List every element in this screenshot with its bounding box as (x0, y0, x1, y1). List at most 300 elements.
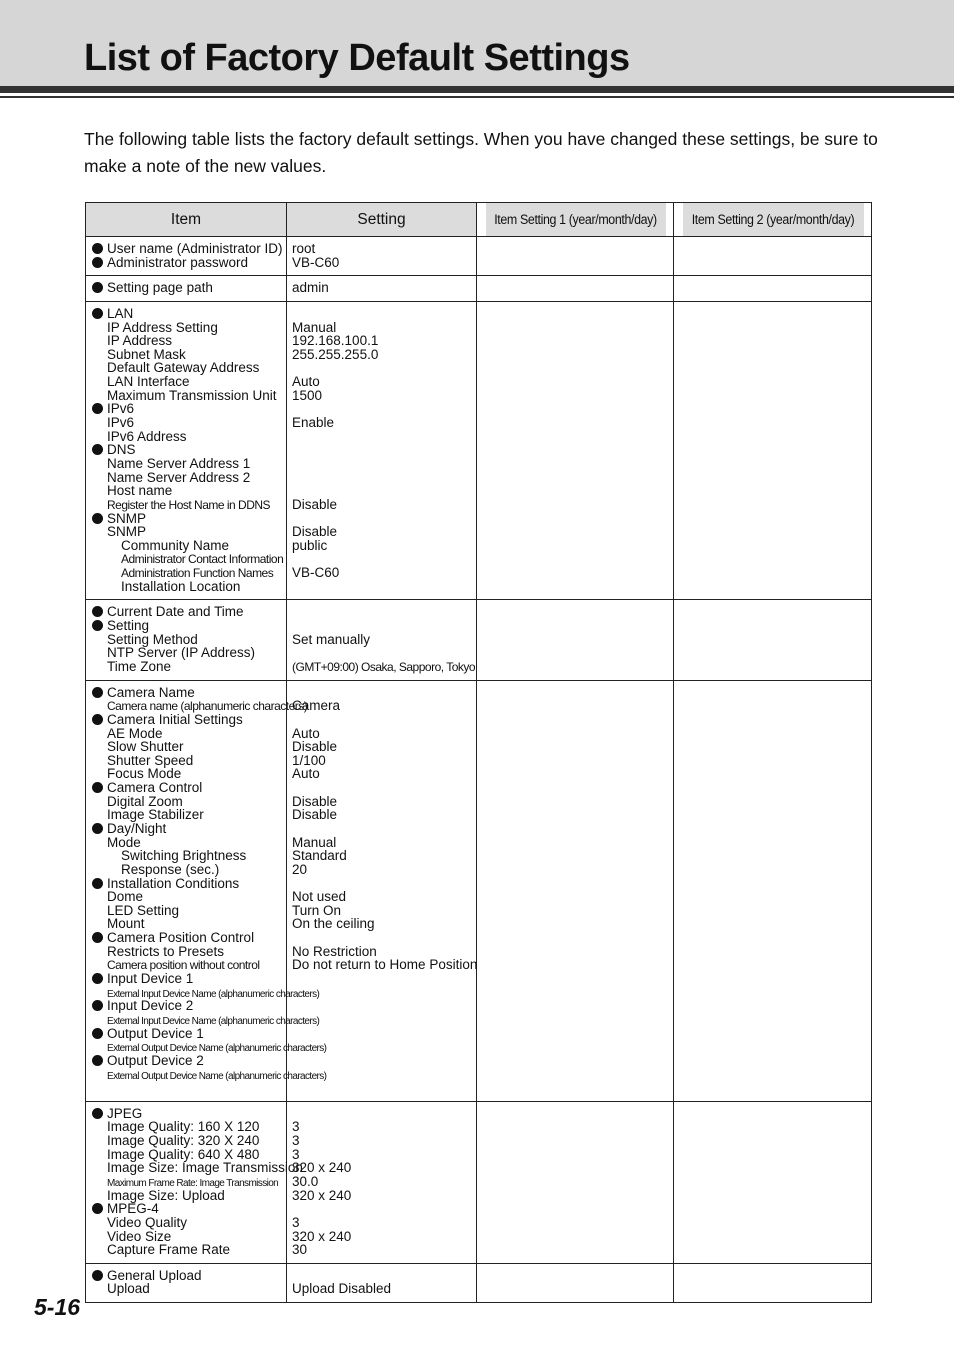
item-label: General Upload (107, 1267, 202, 1283)
setting-value (292, 808, 476, 822)
item-line (92, 1013, 320, 1027)
item-line (92, 890, 286, 904)
setting-text: Set manually (292, 631, 371, 647)
setting-value (292, 945, 476, 959)
setting-value (292, 525, 476, 539)
item-setting-2-cell (674, 600, 872, 680)
bullet-icon (92, 444, 103, 455)
item-line (92, 242, 286, 256)
item-line (92, 633, 286, 647)
setting-text: 192.168.100.1 (292, 333, 379, 349)
setting-text: Turn On (292, 902, 342, 918)
item-line (92, 917, 286, 931)
item-line (92, 1216, 286, 1230)
item-line (92, 740, 286, 754)
setting-value (292, 849, 476, 863)
setting-value (292, 699, 476, 713)
item-line (92, 1081, 286, 1095)
factory-defaults-table (85, 202, 872, 1303)
item-label: Image Quality: 640 X 480 (107, 1146, 260, 1162)
setting-text: 30 (292, 1242, 308, 1258)
table-row (86, 237, 872, 276)
item-cell (86, 600, 287, 680)
setting-value (292, 1202, 476, 1216)
item-label: NTP Server (IP Address) (107, 645, 256, 661)
setting-text: 3 (292, 1133, 300, 1149)
item-line (92, 334, 286, 348)
intro-paragraph: The following table lists the factory default settings. When you have changed these settings, be sure to make a note of the new values. (84, 129, 878, 176)
setting-cell (287, 237, 477, 276)
setting-value (292, 686, 476, 700)
item-label: External Output Device Name (alphanumeric characters) (107, 1043, 327, 1055)
header-setting: Setting (287, 203, 477, 237)
item-label: Input Device 1 (107, 971, 194, 987)
setting-value (292, 1189, 476, 1203)
setting-value (292, 986, 476, 1000)
item-cell (86, 276, 287, 302)
item-line (92, 646, 286, 660)
setting-value (292, 1081, 476, 1095)
item-line (92, 1282, 286, 1296)
setting-text: 20 (292, 861, 308, 877)
item-line (92, 767, 286, 781)
item-line (92, 877, 286, 891)
item-label: Register the Host Name in DDNS (107, 497, 271, 512)
setting-value (292, 402, 476, 416)
bullet-icon (92, 973, 103, 984)
item-setting-1-cell (477, 1263, 674, 1302)
item-label: IPv6 (107, 401, 135, 417)
setting-value (292, 1282, 476, 1296)
item-line (92, 348, 286, 362)
table-row (86, 1263, 872, 1302)
item-line (92, 754, 286, 768)
item-label: SNMP (107, 524, 147, 540)
setting-text: 3 (292, 1119, 300, 1135)
setting-text: 30.0 (292, 1174, 319, 1189)
item-setting-2-cell (674, 1101, 872, 1263)
setting-value (292, 1013, 476, 1027)
item-line (92, 727, 286, 741)
bullet-icon (92, 782, 103, 793)
item-line (92, 1040, 327, 1055)
item-line (92, 1189, 286, 1203)
item-line (92, 389, 286, 403)
bullet-icon (92, 243, 103, 254)
item-line (92, 822, 286, 836)
setting-text: Auto (292, 766, 320, 782)
setting-value (292, 375, 476, 389)
item-label: Digital Zoom (107, 793, 183, 809)
setting-value (292, 498, 476, 512)
item-setting-2-cell (674, 237, 872, 276)
bullet-icon (92, 257, 103, 268)
item-line (92, 958, 286, 972)
item-line (92, 1243, 286, 1257)
setting-value (292, 1161, 476, 1175)
item-line (92, 1175, 286, 1189)
item-line (92, 457, 286, 471)
item-line (92, 484, 286, 498)
item-label: Time Zone (107, 658, 172, 674)
bullet-icon (92, 403, 103, 414)
item-label: Camera Position Control (107, 930, 255, 946)
setting-text: Disable (292, 496, 338, 512)
item-line (92, 1134, 286, 1148)
table-row (86, 1101, 872, 1263)
setting-value (292, 1216, 476, 1230)
item-line (92, 1027, 286, 1041)
item-line (92, 307, 286, 321)
setting-value (292, 389, 476, 403)
item-label: Setting page path (107, 280, 213, 296)
item-setting-1-cell (477, 1101, 674, 1263)
item-label: Image Quality: 160 X 120 (107, 1119, 260, 1135)
item-line (92, 904, 286, 918)
bullet-icon (92, 823, 103, 834)
bullet-icon (92, 1028, 103, 1039)
setting-value (292, 281, 476, 295)
item-label: LAN Interface (107, 374, 190, 390)
item-label: Camera Initial Settings (107, 711, 243, 727)
item-label: SNMP (107, 510, 147, 526)
item-label: Mode (107, 834, 141, 850)
table-row (86, 276, 872, 302)
setting-value (292, 904, 476, 918)
item-label: AE Mode (107, 725, 163, 741)
setting-text: 320 x 240 (292, 1160, 352, 1176)
item-line (92, 1269, 286, 1283)
item-line (92, 402, 286, 416)
setting-value (292, 321, 476, 335)
item-line (92, 512, 286, 526)
item-line (92, 686, 286, 700)
header-item-setting-2: Item Setting 2 (year/month/day) (681, 203, 863, 237)
item-line (92, 471, 286, 485)
item-label: Upload (107, 1281, 150, 1297)
setting-text: (GMT+09:00) Osaka, Sapporo, Tokyo (292, 659, 476, 674)
setting-text: 320 x 240 (292, 1228, 352, 1244)
setting-value (292, 619, 476, 633)
item-line (92, 525, 286, 539)
setting-cell (287, 276, 477, 302)
item-line (92, 619, 286, 633)
item-cell (86, 237, 287, 276)
title-band (0, 0, 954, 86)
item-setting-2-cell (674, 301, 872, 599)
item-line (92, 1230, 286, 1244)
item-label: DNS (107, 442, 136, 458)
item-line (92, 552, 286, 566)
item-line (92, 256, 286, 270)
item-label: JPEG (107, 1105, 143, 1121)
setting-text: Disable (292, 524, 338, 540)
item-line (92, 660, 286, 674)
bullet-icon (92, 1000, 103, 1011)
item-label: LAN (107, 305, 134, 321)
item-line (92, 580, 286, 594)
setting-text: Disable (292, 793, 338, 809)
item-setting-1-cell (477, 600, 674, 680)
item-setting-2-cell (674, 1263, 872, 1302)
item-label: Video Size (107, 1228, 172, 1244)
setting-value (292, 633, 476, 647)
bullet-icon (92, 1270, 103, 1281)
setting-text: admin (292, 280, 329, 296)
item-line (92, 849, 286, 863)
item-label: Output Device 1 (107, 1025, 204, 1041)
item-line (92, 1054, 286, 1068)
item-line (92, 945, 286, 959)
setting-cell (287, 680, 477, 1101)
setting-text: Not used (292, 889, 347, 905)
item-line (92, 566, 286, 580)
item-line (92, 972, 286, 986)
item-label: User name (Administrator ID) (107, 241, 283, 256)
item-label: Setting (107, 618, 150, 634)
setting-value (292, 457, 476, 471)
item-line (92, 539, 286, 553)
item-line (92, 986, 320, 1000)
table-row (86, 680, 872, 1101)
item-line (92, 605, 286, 619)
setting-text: 320 x 240 (292, 1187, 352, 1203)
setting-value (292, 1107, 476, 1121)
setting-value (292, 334, 476, 348)
setting-value (292, 512, 476, 526)
item-label: Camera name (alphanumeric characters) (107, 699, 308, 714)
setting-value (292, 1243, 476, 1257)
setting-value (292, 443, 476, 457)
item-line (92, 931, 286, 945)
setting-value (292, 660, 476, 674)
item-label: Day/Night (107, 820, 167, 836)
table-row (86, 600, 872, 680)
item-line (92, 430, 286, 444)
page-number: 5-16 (34, 1294, 81, 1320)
setting-value (292, 754, 476, 768)
item-label: IPv6 (107, 415, 135, 431)
setting-text: public (292, 537, 328, 553)
item-setting-1-cell (477, 680, 674, 1101)
setting-text: 1/100 (292, 752, 326, 768)
setting-cell (287, 301, 477, 599)
item-setting-2-cell (674, 276, 872, 302)
item-label: Maximum Frame Rate: Image Transmission (107, 1178, 279, 1189)
setting-value (292, 1120, 476, 1134)
item-label: IP Address (107, 333, 173, 349)
item-label: MPEG-4 (107, 1201, 159, 1217)
bullet-icon (92, 282, 103, 293)
item-line (92, 1068, 327, 1082)
setting-value (292, 566, 476, 580)
setting-text: Upload Disabled (292, 1281, 392, 1297)
setting-value (292, 605, 476, 619)
item-line (92, 321, 286, 335)
setting-text: Enable (292, 415, 335, 431)
setting-value (292, 713, 476, 727)
item-setting-2-cell (674, 680, 872, 1101)
setting-value (292, 1027, 476, 1041)
item-label: Image Quality: 320 X 240 (107, 1133, 260, 1149)
item-label: LED Setting (107, 902, 180, 918)
item-line (92, 808, 286, 822)
item-label: Image Size: Image Transmission (107, 1160, 303, 1176)
setting-value (292, 781, 476, 795)
item-label: Setting Method (107, 631, 198, 647)
item-label: Installation Conditions (107, 875, 240, 891)
bullet-icon (92, 1055, 103, 1066)
item-setting-1-cell (477, 237, 674, 276)
item-label: Name Server Address 1 (107, 455, 251, 471)
bullet-icon (92, 513, 103, 524)
bullet-icon (92, 620, 103, 631)
item-label: Host name (107, 483, 173, 499)
item-line (92, 1160, 303, 1176)
setting-text: 255.255.255.0 (292, 346, 379, 362)
setting-value (292, 740, 476, 754)
bullet-icon (92, 687, 103, 698)
item-label: Current Date and Time (107, 604, 244, 620)
header-item-setting-1: Item Setting 1 (year/month/day) (484, 203, 665, 237)
title-rule-thin (0, 96, 954, 98)
setting-value (292, 307, 476, 321)
item-line (92, 1120, 286, 1134)
item-label: Output Device 2 (107, 1052, 204, 1068)
setting-value (292, 416, 476, 430)
item-label: Maximum Transmission Unit (107, 387, 277, 403)
title-rule-thick (0, 86, 954, 93)
setting-value (292, 471, 476, 485)
setting-value (292, 795, 476, 809)
setting-value (292, 242, 476, 256)
item-label: Switching Brightness (121, 848, 247, 864)
item-line (92, 699, 308, 714)
setting-value (292, 863, 476, 877)
setting-value (292, 1054, 476, 1068)
item-line (92, 713, 286, 727)
item-label: Response (sec.) (121, 861, 220, 877)
item-label: Subnet Mask (107, 346, 186, 362)
item-label: Installation Location (121, 578, 241, 594)
setting-value (292, 1230, 476, 1244)
setting-value (292, 348, 476, 362)
table-row (86, 301, 872, 599)
setting-value (292, 430, 476, 444)
setting-text: VB-C60 (292, 254, 340, 270)
setting-text: No Restriction (292, 943, 377, 959)
item-line (92, 999, 286, 1013)
item-label: Community Name (121, 537, 230, 553)
setting-value (292, 727, 476, 741)
item-label: Dome (107, 889, 144, 905)
setting-text: Standard (292, 848, 347, 864)
item-line (92, 498, 286, 512)
setting-value (292, 958, 476, 972)
item-label: IPv6 Address (107, 428, 187, 444)
setting-text: 1500 (292, 387, 323, 403)
setting-value (292, 999, 476, 1013)
setting-text: Manual (292, 319, 337, 335)
item-label: Slow Shutter (107, 739, 184, 755)
setting-text: Manual (292, 834, 337, 850)
item-cell (86, 1263, 287, 1302)
setting-text: VB-C60 (292, 565, 340, 581)
item-label: Administrator password (107, 254, 249, 270)
setting-text: Do not return to Home Position (292, 957, 478, 973)
item-label: Camera Control (107, 780, 203, 796)
setting-value (292, 539, 476, 553)
setting-text: Auto (292, 374, 320, 390)
item-label: Focus Mode (107, 766, 182, 782)
item-label: External Output Device Name (alphanumeric characters) (107, 1070, 327, 1082)
setting-text: 3 (292, 1214, 300, 1230)
item-label: Administration Function Names (121, 566, 274, 581)
item-label: Restricts to Presets (107, 943, 225, 959)
item-line (92, 416, 286, 430)
item-label: IP Address Setting (107, 319, 218, 335)
table-header-row (86, 203, 872, 237)
page-title: List of Factory Default Settings (84, 37, 630, 79)
item-label: Mount (107, 916, 145, 932)
setting-value (292, 877, 476, 891)
item-line (92, 836, 286, 850)
bullet-icon (92, 606, 103, 617)
item-label: External Input Device Name (alphanumeric characters) (107, 1015, 320, 1027)
item-line (92, 361, 286, 375)
setting-value (292, 256, 476, 270)
item-label: Image Size: Upload (107, 1187, 225, 1203)
setting-text: Disable (292, 739, 338, 755)
setting-value (292, 822, 476, 836)
item-label: Camera position without control (107, 958, 260, 973)
item-label: Input Device 2 (107, 998, 194, 1014)
bullet-icon (92, 1203, 103, 1214)
setting-text: Auto (292, 725, 320, 741)
setting-value (292, 1148, 476, 1162)
item-label: Default Gateway Address (107, 360, 260, 376)
bullet-icon (92, 1108, 103, 1119)
setting-value (292, 972, 476, 986)
setting-value (292, 1175, 476, 1189)
setting-value (292, 890, 476, 904)
setting-value (292, 552, 476, 566)
setting-value (292, 917, 476, 931)
item-line (92, 1148, 286, 1162)
item-line (92, 375, 286, 389)
setting-text: On the ceiling (292, 916, 375, 932)
item-setting-1-cell (477, 301, 674, 599)
bullet-icon (92, 932, 103, 943)
setting-text: Camera (292, 698, 341, 714)
item-label: Camera Name (107, 684, 195, 700)
bullet-icon (92, 878, 103, 889)
header-item: Item (86, 203, 287, 237)
item-line (92, 863, 286, 877)
item-label: Capture Frame Rate (107, 1242, 231, 1258)
setting-text: root (292, 241, 316, 256)
setting-value (292, 1269, 476, 1283)
item-label: Image Stabilizer (107, 807, 204, 823)
item-label: Administrator Contact Information (121, 552, 284, 567)
item-line (92, 795, 286, 809)
setting-value (292, 646, 476, 660)
setting-text: 3 (292, 1146, 300, 1162)
setting-cell (287, 1101, 477, 1263)
item-line (92, 443, 286, 457)
setting-value (292, 1134, 476, 1148)
item-label: Name Server Address 2 (107, 469, 251, 485)
